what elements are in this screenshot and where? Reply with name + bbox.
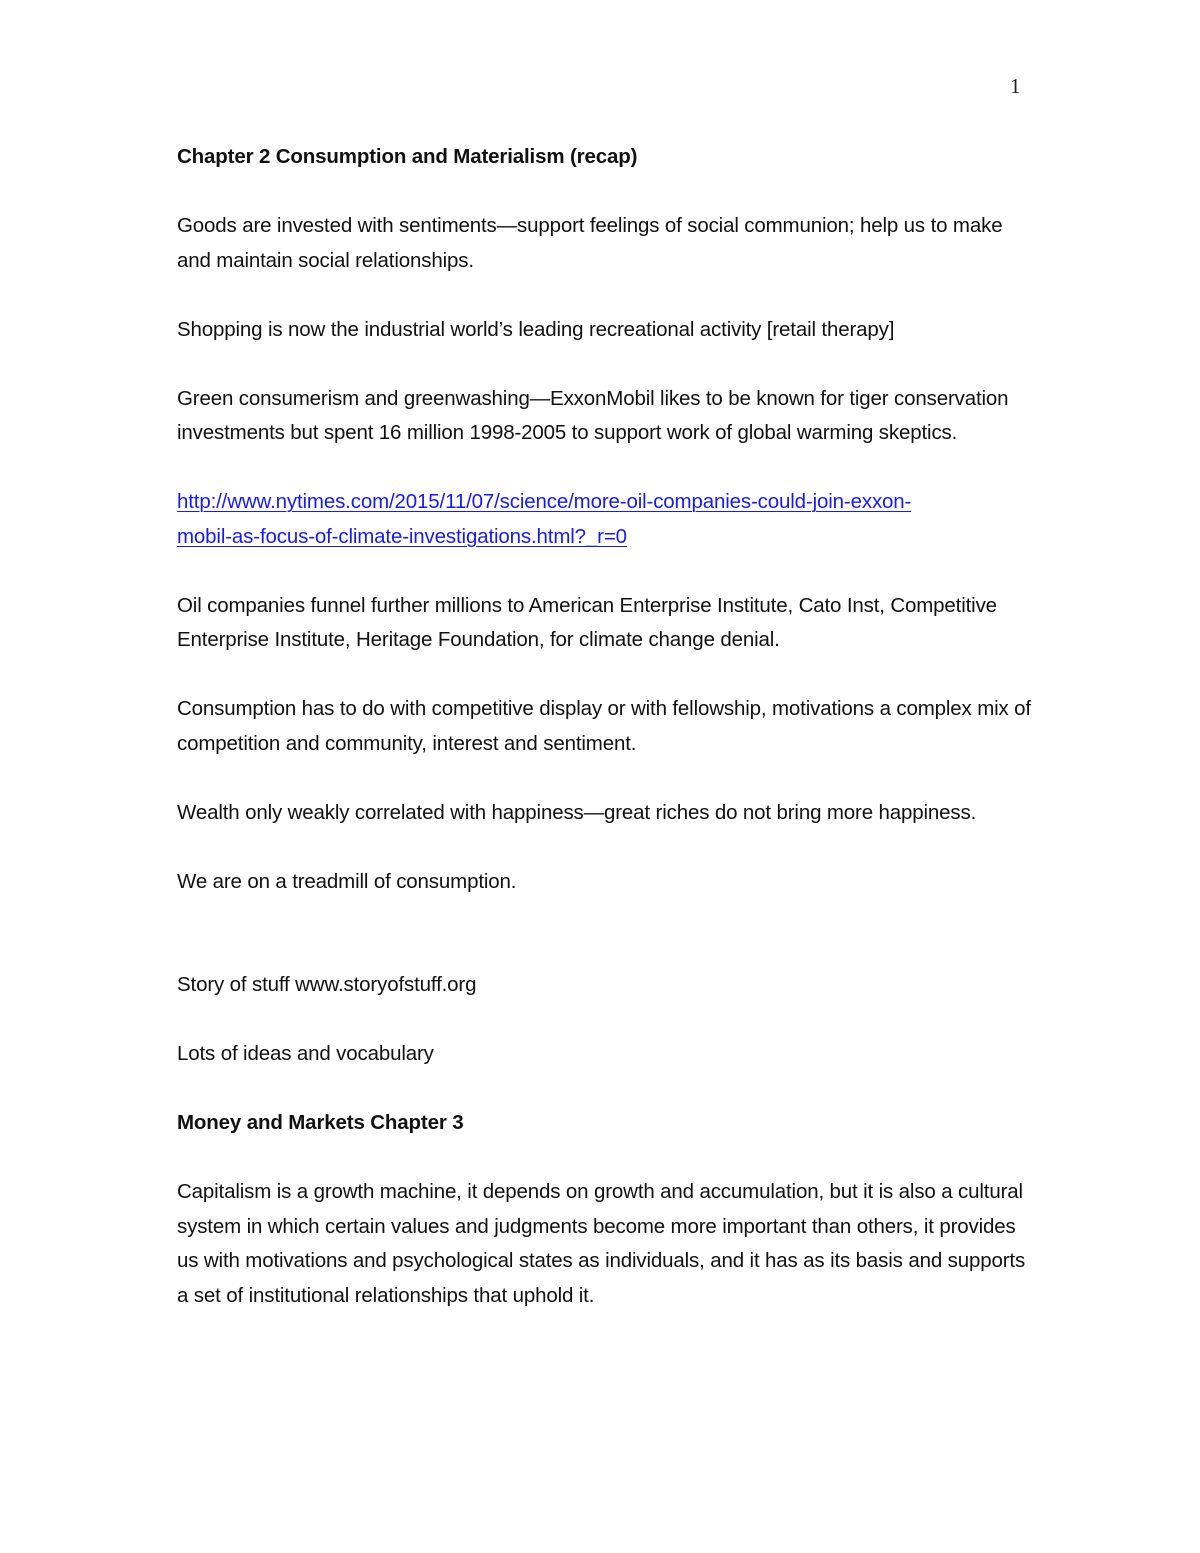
- nytimes-link[interactable]: [177, 490, 911, 548]
- page-number: 1: [1010, 74, 1021, 98]
- ideas-paragraph: Lots of ideas and vocabulary: [177, 1042, 434, 1065]
- story-of-stuff-paragraph: Story of stuff www.storyofstuff.org: [177, 973, 477, 996]
- goods-paragraph: Goods are invested with sentiments—support feelings of social communion; help us to make and maintain social relationships.: [177, 214, 1003, 272]
- treadmill-paragraph: We are on a treadmill of consumption.: [177, 869, 517, 893]
- consumption-paragraph: Consumption has to do with competitive display or with fellowship, motivations a complex mix of competition and community, interest and sentiment.: [177, 697, 1031, 755]
- green-consumerism-paragraph: Green consumerism and greenwashing—ExxonMobil likes to be known for tiger conservation investments but spent 16 million 1998-2005 to support work of global warming skeptics.: [177, 386, 1009, 444]
- nytimes-link-line-1: http://www.nytimes.com/2015/11/07/science/more-oil-companies-could-join-exxon-: [177, 490, 912, 513]
- chapter-2-heading: Chapter 2 Consumption and Materialism (recap): [177, 145, 638, 168]
- capitalism-paragraph: Capitalism is a growth machine, it depends on growth and accumulation, but it is also a cultural system in which certain values and judgments become more important than others, it provides us with motivations and psychological states as individuals, and it has as its basis and supports a set of institutional relationships that uphold it.: [177, 1180, 1026, 1307]
- wealth-paragraph: Wealth only weakly correlated with happiness—great riches do not bring more happiness.: [177, 800, 977, 824]
- nytimes-link-line-2: mobil-as-focus-of-climate-investigations.html?_r=0: [177, 524, 627, 548]
- document-body: [177, 140, 1037, 1313]
- nytimes-link-paragraph: [177, 485, 1037, 554]
- oil-companies-paragraph: Oil companies funnel further millions to American Enterprise Institute, Cato Inst, Competitive Enterprise Institute, Heritage Foundation, for climate change denial.: [177, 593, 997, 651]
- shopping-paragraph: Shopping is now the industrial world’s leading recreational activity [retail therapy]: [177, 317, 895, 341]
- chapter-3-heading: Money and Markets Chapter 3: [177, 1111, 464, 1134]
